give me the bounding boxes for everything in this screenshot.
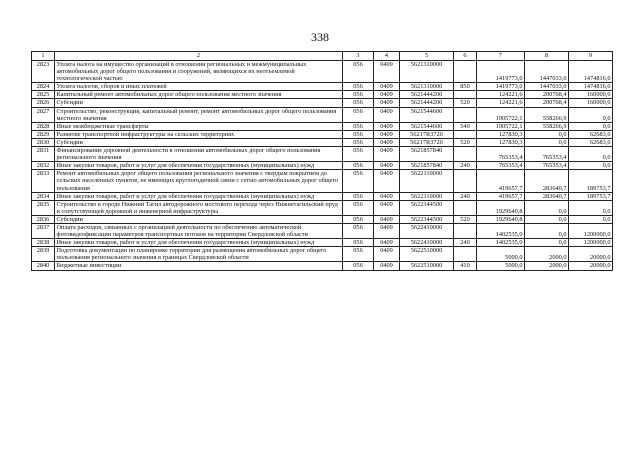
amount-year-3: 0,0 [569,122,613,130]
amount-year-1: 1402535,0 [477,223,525,238]
row-number: 2833 [32,170,55,192]
ministry-code: 056 [343,162,374,170]
row-description: Иные межбюджетные трансферты [55,122,343,130]
ministry-code: 056 [343,247,374,262]
amount-year-3: 62683,0 [569,138,613,146]
ministry-code: 056 [343,130,374,138]
amount-year-3: 0,0 [569,107,613,122]
table-row [32,262,613,270]
table-row [32,192,613,200]
amount-year-3: 0,0 [569,147,613,162]
expense-type-code [454,223,477,238]
column-header: 2 [55,52,343,61]
amount-year-1: 5000,0 [477,262,525,270]
table-row [32,107,613,122]
ministry-code: 056 [343,107,374,122]
section-code: 0409 [374,192,400,200]
page-number: 338 [311,30,329,44]
target-article-code: 5622344500 [400,200,454,215]
row-number: 2823 [32,61,55,83]
table-row [32,99,613,107]
table-row [32,130,613,138]
row-description: Субсидии [55,138,343,146]
target-article-code: 5621310000 [400,61,454,83]
amount-year-2: 0,0 [525,239,569,247]
table-row [32,61,613,83]
amount-year-1: 127830,3 [477,138,525,146]
amount-year-1: 1905722,1 [477,107,525,122]
table-row [32,91,613,99]
ministry-code: 056 [343,147,374,162]
amount-year-2: 1447033,0 [525,83,569,91]
target-article-code: 5621310000 [400,83,454,91]
row-number: 2824 [32,83,55,91]
amount-year-3: 1474816,0 [569,61,613,83]
expense-type-code: 850 [454,83,477,91]
ministry-code: 056 [343,170,374,192]
amount-year-2: 558266,9 [525,107,569,122]
target-article-code: 56217R3720 [400,130,454,138]
ministry-code: 056 [343,223,374,238]
target-article-code: 5622510000 [400,247,454,262]
section-code: 0409 [374,91,400,99]
amount-year-2: 283640,7 [525,170,569,192]
row-description: Строительство в городе Нижний Тагил автодорожного мостового перехода через Нижнетагильский пруд и сопутствующей дорожной и инженерной инфраструктуры [55,200,343,215]
amount-year-2: 0,0 [525,130,569,138]
amount-year-3: 189753,7 [569,170,613,192]
row-number: 2840 [32,262,55,270]
section-code: 0409 [374,200,400,215]
amount-year-2: 765353,4 [525,147,569,162]
amount-year-2: 1447033,0 [525,61,569,83]
section-code: 0409 [374,162,400,170]
amount-year-2: 200768,4 [525,99,569,107]
row-description: Уплата налога на имущество организаций в отношении региональных и межмуниципальных автомобильных дорог общего пользования и сооружений, являющихся их неотъемлемой технологической частью [55,61,343,83]
ministry-code: 056 [343,91,374,99]
column-header: 4 [374,52,400,61]
row-number: 2838 [32,239,55,247]
table-row [32,200,613,215]
ministry-code: 056 [343,262,374,270]
header-row [32,52,613,61]
row-description: Строительство, реконструкция, капитальный ремонт, ремонт автомобильных дорог общего пользования местного значения [55,107,343,122]
section-code: 0409 [374,130,400,138]
expense-type-code [454,61,477,83]
target-article-code: 5621544600 [400,107,454,122]
expense-type-code: 240 [454,239,477,247]
row-number: 2834 [32,192,55,200]
row-description: Иные закупки товаров, работ и услуг для обеспечения государственных (муниципальных) нужд [55,239,343,247]
target-article-code: 5621444200 [400,99,454,107]
section-code: 0409 [374,223,400,238]
expense-type-code: 520 [454,99,477,107]
amount-year-3: 1474816,0 [569,83,613,91]
row-number: 2835 [32,200,55,215]
ministry-code: 056 [343,200,374,215]
row-number: 2826 [32,99,55,107]
section-code: 0409 [374,239,400,247]
target-article-code: 5622344500 [400,215,454,223]
amount-year-1: 124221,6 [477,99,525,107]
column-header: 6 [454,52,477,61]
amount-year-3: 0,0 [569,215,613,223]
row-number: 2836 [32,215,55,223]
row-description: Иные закупки товаров, работ и услуг для обеспечения государственных (муниципальных) нужд [55,192,343,200]
row-description: Субсидии [55,215,343,223]
table-row [32,83,613,91]
row-number: 2830 [32,138,55,146]
ministry-code: 056 [343,99,374,107]
amount-year-3: 160000,0 [569,99,613,107]
ministry-code: 056 [343,192,374,200]
section-code: 0409 [374,247,400,262]
amount-year-1: 124221,6 [477,91,525,99]
amount-year-2: 0,0 [525,223,569,238]
amount-year-3: 0,0 [569,200,613,215]
section-code: 0409 [374,262,400,270]
target-article-code: 5622510000 [400,262,454,270]
table-row [32,122,613,130]
table-row [32,162,613,170]
target-article-code: 5622110000 [400,170,454,192]
table-row [32,239,613,247]
target-article-code: 5622410000 [400,239,454,247]
ministry-code: 056 [343,239,374,247]
section-code: 0409 [374,170,400,192]
amount-year-2: 0,0 [525,138,569,146]
expense-type-code [454,91,477,99]
amount-year-3: 189753,7 [569,192,613,200]
section-code: 0409 [374,138,400,146]
row-description: Бюджетные инвестиции [55,262,343,270]
expense-type-code: 240 [454,192,477,200]
section-code: 0409 [374,83,400,91]
amount-year-1: 419657,7 [477,192,525,200]
row-description: Уплата налогов, сборов и иных платежей [55,83,343,91]
row-number: 2827 [32,107,55,122]
expense-type-code: 240 [454,162,477,170]
amount-year-2: 2000,0 [525,262,569,270]
table-row [32,138,613,146]
expense-type-code: 410 [454,262,477,270]
column-header: 3 [343,52,374,61]
expense-type-code [454,130,477,138]
amount-year-2: 765353,4 [525,162,569,170]
amount-year-1: 1402535,0 [477,239,525,247]
table-row [32,215,613,223]
target-article-code: 5621857840 [400,147,454,162]
column-header: 8 [525,52,569,61]
column-header: 9 [569,52,613,61]
section-code: 0409 [374,215,400,223]
amount-year-1: 1419773,0 [477,61,525,83]
target-article-code: 5622110000 [400,192,454,200]
section-code: 0409 [374,99,400,107]
amount-year-1: 127830,3 [477,130,525,138]
amount-year-1: 419657,7 [477,170,525,192]
row-description: Ремонт автомобильных дорог общего пользования регионального значения с твердым покрытием до сельских населенных пунктов, не имеющих круглогодичной связи с сетью автомобильных дорог общего пользования [55,170,343,192]
section-code: 0409 [374,122,400,130]
section-code: 0409 [374,107,400,122]
section-code: 0409 [374,61,400,83]
amount-year-2: 0,0 [525,200,569,215]
table-row [32,247,613,262]
target-article-code: 5622410000 [400,223,454,238]
amount-year-2: 0,0 [525,215,569,223]
expense-type-code: 520 [454,215,477,223]
row-description: Субсидии [55,99,343,107]
expense-type-code [454,200,477,215]
amount-year-3: 1200000,0 [569,223,613,238]
expense-type-code: 520 [454,138,477,146]
budget-table [31,51,613,271]
ministry-code: 056 [343,83,374,91]
row-number: 2828 [32,122,55,130]
amount-year-1: 1419773,0 [477,83,525,91]
row-number: 2825 [32,91,55,99]
target-article-code: 56217R3720 [400,138,454,146]
amount-year-2: 558266,9 [525,122,569,130]
row-description: Оплата расходов, связанных с организацией деятельности по обеспечению автоматической фотовидеофиксации параметров транспортных потоков на территории Свердловской области [55,223,343,238]
ministry-code: 056 [343,138,374,146]
amount-year-3: 0,0 [569,162,613,170]
column-header: 1 [32,52,55,61]
amount-year-2: 283640,7 [525,192,569,200]
expense-type-code: 540 [454,122,477,130]
target-article-code: 5621544600 [400,122,454,130]
row-description: Финансирование дорожной деятельности в отношении автомобильных дорог общего пользования регионального значения [55,147,343,162]
row-description: Капитальный ремонт автомобильных дорог общего пользования местного значения [55,91,343,99]
row-number: 2831 [32,147,55,162]
amount-year-1: 5000,0 [477,247,525,262]
amount-year-3: 20000,0 [569,262,613,270]
amount-year-3: 62683,0 [569,130,613,138]
table-row [32,223,613,238]
amount-year-3: 1200000,0 [569,239,613,247]
ministry-code: 056 [343,122,374,130]
amount-year-1: 1929640,8 [477,200,525,215]
target-article-code: 5621444200 [400,91,454,99]
row-description: Иные закупки товаров, работ и услуг для обеспечения государственных (муниципальных) нужд [55,162,343,170]
amount-year-1: 765353,4 [477,147,525,162]
amount-year-1: 1929640,8 [477,215,525,223]
amount-year-1: 1905722,1 [477,122,525,130]
expense-type-code [454,147,477,162]
section-code: 0409 [374,147,400,162]
amount-year-1: 765353,4 [477,162,525,170]
target-article-code: 5621857840 [400,162,454,170]
expense-type-code [454,107,477,122]
row-number: 2839 [32,247,55,262]
expense-type-code [454,170,477,192]
expense-type-code [454,247,477,262]
row-number: 2832 [32,162,55,170]
ministry-code: 056 [343,61,374,83]
row-number: 2837 [32,223,55,238]
amount-year-3: 20000,0 [569,247,613,262]
column-header: 5 [400,52,454,61]
table-row [32,170,613,192]
row-number: 2829 [32,130,55,138]
row-description: Развитие транспортной инфраструктуры на сельских территориях [55,130,343,138]
row-description: Подготовка документации по планировке территории для размещения автомобильных дорог общего пользования регионального значения в границах Свердловской области [55,247,343,262]
amount-year-2: 200768,4 [525,91,569,99]
table-row [32,147,613,162]
amount-year-3: 160000,0 [569,91,613,99]
amount-year-2: 2000,0 [525,247,569,262]
column-header: 7 [477,52,525,61]
ministry-code: 056 [343,215,374,223]
